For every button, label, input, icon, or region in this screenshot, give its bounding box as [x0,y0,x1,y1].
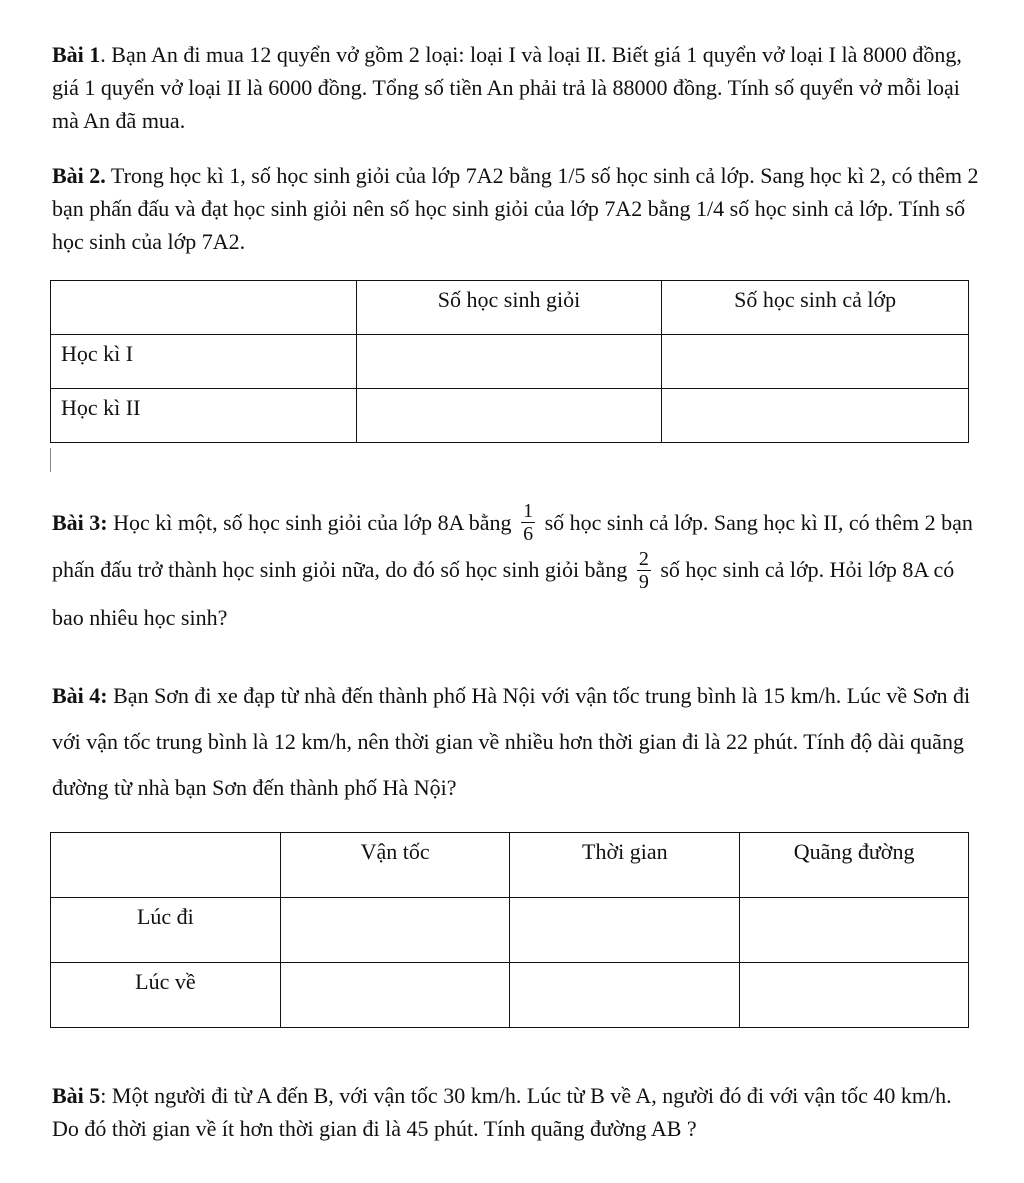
table-cell[interactable] [662,389,969,443]
problem-4-text: Bạn Sơn đi xe đạp từ nhà đến thành phố Hà Nội với vận tốc trung bình là 15 km/h. Lúc về Sơn đi với vận tốc trung bình là 12 km/h, nên thời gian về nhiều hơn thời gian đi là 22 phút. Tính độ dài quãng đường từ nhà bạn Sơn đến thành phố Hà Nội? [52,683,971,800]
table-cell[interactable] [740,963,969,1028]
table-header-cell [51,281,357,335]
problem-1 [52,38,982,137]
table-speed-time-distance [50,832,969,1028]
table-row [51,335,969,389]
problem-2 [52,159,982,258]
problem-3-label: Bài 3: [52,510,108,535]
problem-5-text: : Một người đi từ A đến B, với vận tốc 30 km/h. Lúc từ B về A, người đó đi với vận tốc 40 km/h. Do đó thời gian về ít hơn thời gian đi là 45 phút. Tính quãng đường AB ? [52,1083,952,1141]
table-cell: Học kì II [51,389,357,443]
table-semester-students [50,280,969,443]
table-cell: Lúc đi [51,898,281,963]
table-cell[interactable] [356,389,662,443]
problem-3 [52,500,982,641]
fraction-numerator: 1 [523,500,534,523]
text-cursor [50,448,51,472]
problem-4-label: Bài 4: [52,683,108,708]
table-cell[interactable] [280,963,510,1028]
problem-1-text: . Bạn An đi mua 12 quyển vở gồm 2 loại: loại I và loại II. Biết giá 1 quyển vở loại I là 8000 đồng, giá 1 quyển vở loại II là 6000 đồng. Tổng số tiền An phải trả là 88000 đồng. Tính số quyển vở mỗi loại mà An đã mua. [52,42,962,133]
table-row [51,963,969,1028]
table-cell[interactable] [510,963,740,1028]
table-cell: Học kì I [51,335,357,389]
problem-1-label: Bài 1 [52,42,101,67]
problem-5-label: Bài 5 [52,1083,101,1108]
table-row [51,389,969,443]
problem-5 [52,1079,982,1145]
fraction-denominator: 6 [523,523,534,546]
table-header-cell [51,833,281,898]
table-header-cell: Số học sinh cả lớp [662,281,969,335]
table-header-cell: Số học sinh giỏi [356,281,662,335]
table-cell[interactable] [356,335,662,389]
table-cell: Lúc về [51,963,281,1028]
table-header-cell: Thời gian [510,833,740,898]
fraction-one-sixth [521,500,535,545]
problem-2-label: Bài 2. [52,163,106,188]
fraction-two-ninths [637,548,651,593]
table-header-cell: Quãng đường [740,833,969,898]
problem-3-text-part2: số học sinh cả lớp. Sang học kì II, có thêm 2 bạn phấn đấu trở thành học sinh giỏi nữa, do đó số học sinh giỏi bằng [52,510,973,583]
problem-4 [52,673,982,811]
table-row [51,898,969,963]
problem-3-text-part1: Học kì một, số học sinh giỏi của lớp 8A bằng [107,510,512,535]
fraction-numerator: 2 [638,547,649,570]
table-cell[interactable] [662,335,969,389]
table-header-cell: Vận tốc [280,833,510,898]
table-cell[interactable] [280,898,510,963]
fraction-denominator: 9 [638,570,649,593]
table-cell[interactable] [510,898,740,963]
problem-2-text: Trong học kì 1, số học sinh giỏi của lớp 7A2 bằng 1/5 số học sinh cả lớp. Sang học kì 2, có thêm 2 bạn phấn đấu và đạt học sinh giỏi nên số học sinh giỏi của lớp 7A2 bằng 1/4 số học sinh cả lớp. Tính số học sinh của lớp 7A2. [52,163,979,254]
problem-3-text-part3: số học sinh cả lớp. Hỏi lớp 8A có bao nhiêu học sinh? [52,557,955,630]
table-header-row [51,833,969,898]
table-cell[interactable] [740,898,969,963]
table-header-row [51,281,969,335]
